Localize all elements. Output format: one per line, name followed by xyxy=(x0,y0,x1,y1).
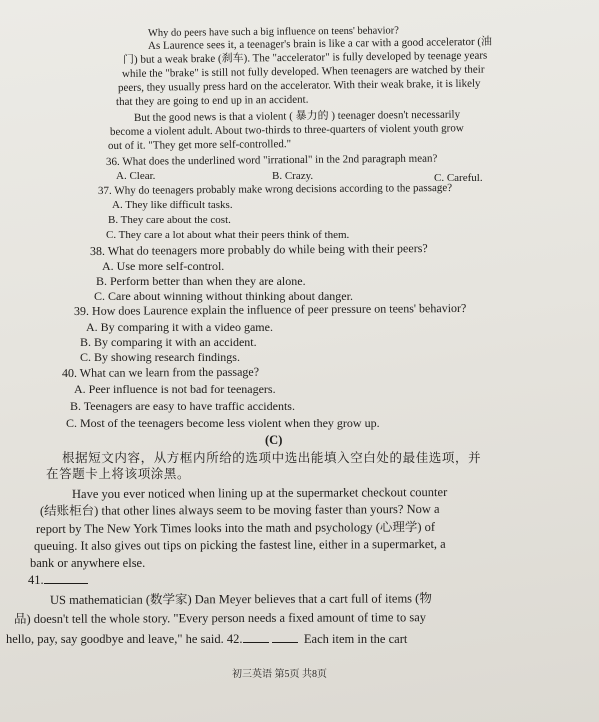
section-c-p1-line1: Have you ever noticed when lining up at the supermarket checkout counter xyxy=(71,485,448,501)
blank-41-line[interactable] xyxy=(44,573,88,584)
section-c-p1-line2: (结账柜台) that other lines always seem to be moving faster than yours? Now a xyxy=(39,501,440,518)
blank-42-line[interactable] xyxy=(243,632,269,643)
question-37-option-b[interactable]: B. They care about the cost. xyxy=(108,214,231,226)
passage-p1-line2: 门) but a weak brake (刹车). The "accelerator" is fully developed by teenage years xyxy=(122,49,488,66)
question-39-option-b[interactable]: B. By comparing it with an accident. xyxy=(80,335,257,349)
question-37-stem: 37. Why do teenagers probably make wrong decisions according to the passage? xyxy=(97,181,453,197)
question-39-option-a[interactable]: A. By comparing it with a video game. xyxy=(86,320,273,334)
question-38-option-a[interactable]: A. Use more self-control. xyxy=(102,259,225,273)
question-36-option-a[interactable]: A. Clear. xyxy=(116,170,156,182)
question-38-option-c[interactable]: C. Care about winning without thinking about danger. xyxy=(94,289,353,303)
passage-p2-line2: become a violent adult. About two-thirds to three-quarters of violent youth grow xyxy=(109,122,464,138)
question-39-option-c[interactable]: C. By showing research findings. xyxy=(80,350,240,364)
blank-41-label: 41. xyxy=(28,573,44,587)
passage-title: Why do peers have such a big influence on teens' behavior? xyxy=(147,25,399,39)
question-37-option-c[interactable]: C. They care a lot about what their peers think of them. xyxy=(106,229,350,241)
section-c-p1-line4: queuing. It also gives out tips on picking the fastest line, either in a supermarket, a xyxy=(33,536,446,553)
question-40-option-a[interactable]: A. Peer influence is not bad for teenagers. xyxy=(74,382,276,396)
question-39-stem: 39. How does Laurence explain the influence of peer pressure on teens' behavior? xyxy=(73,300,467,318)
passage-p2-line3: out of it. "They get more self-controlled." xyxy=(107,138,292,152)
section-c-instruction-line2: 在答题卡上将该项涂黑。 xyxy=(46,467,191,481)
passage-p1-line5: that they are going to end up in an accident. xyxy=(115,93,309,108)
section-c-p2-line3 xyxy=(6,632,407,647)
section-c-p2-line2: 品) doesn't tell the whole story. "Every person needs a fixed amount of time to say xyxy=(13,610,427,626)
section-c-p2-line3-start: hello, pay, say goodbye and leave," he said. 42. xyxy=(6,632,243,646)
passage-p2-line1: But the good news is that a violent ( 暴力的 ) teenager doesn't necessarily xyxy=(133,108,461,124)
passage-p1-line4: peers, they usually press hard on the accelerator. With their weak brake, it is likely xyxy=(117,77,481,94)
section-c-p2-line1: US mathematician (数学家) Dan Meyer believes that a cart full of items (物 xyxy=(49,591,432,607)
blank-42-line-2[interactable] xyxy=(272,632,298,643)
passage-p1-line3: while the "brake" is still not fully developed. When teenagers are watched by their xyxy=(121,63,485,80)
question-38-option-b[interactable]: B. Perform better than when they are alone. xyxy=(96,274,306,288)
section-c-heading: (C) xyxy=(265,433,283,447)
question-38-stem: 38. What do teenagers more probably do while being with their peers? xyxy=(89,241,428,258)
page-footer: 初三英语 第5页 共8页 xyxy=(232,669,327,680)
passage-p1-line1: As Laurence sees it, a teenager's brain is like a car with a good accelerator (油 xyxy=(147,35,493,52)
section-c-p1-line5: bank or anywhere else. xyxy=(30,556,146,570)
section-c-p1-line3: report by The New York Times looks into the math and psychology (心理学) of xyxy=(35,519,436,536)
question-40-option-b[interactable]: B. Teenagers are easy to have traffic accidents. xyxy=(70,399,295,413)
question-36-stem: 36. What does the underlined word "irrational" in the 2nd paragraph mean? xyxy=(105,152,438,168)
question-36-option-c[interactable]: C. Careful. xyxy=(434,172,483,184)
blank-41[interactable] xyxy=(28,573,88,588)
section-c-p2-line3-end: Each item in the cart xyxy=(303,632,408,646)
question-40-option-c[interactable]: C. Most of the teenagers become less violent when they grow up. xyxy=(66,416,380,430)
question-36-option-b[interactable]: B. Crazy. xyxy=(272,170,314,182)
section-c-instruction-line1: 根据短文内容，从方框内所给的选项中选出能填入空白处的最佳选项，并 xyxy=(62,451,482,465)
question-37-option-a[interactable]: A. They like difficult tasks. xyxy=(112,199,233,211)
question-40-stem: 40. What can we learn from the passage? xyxy=(61,364,260,380)
